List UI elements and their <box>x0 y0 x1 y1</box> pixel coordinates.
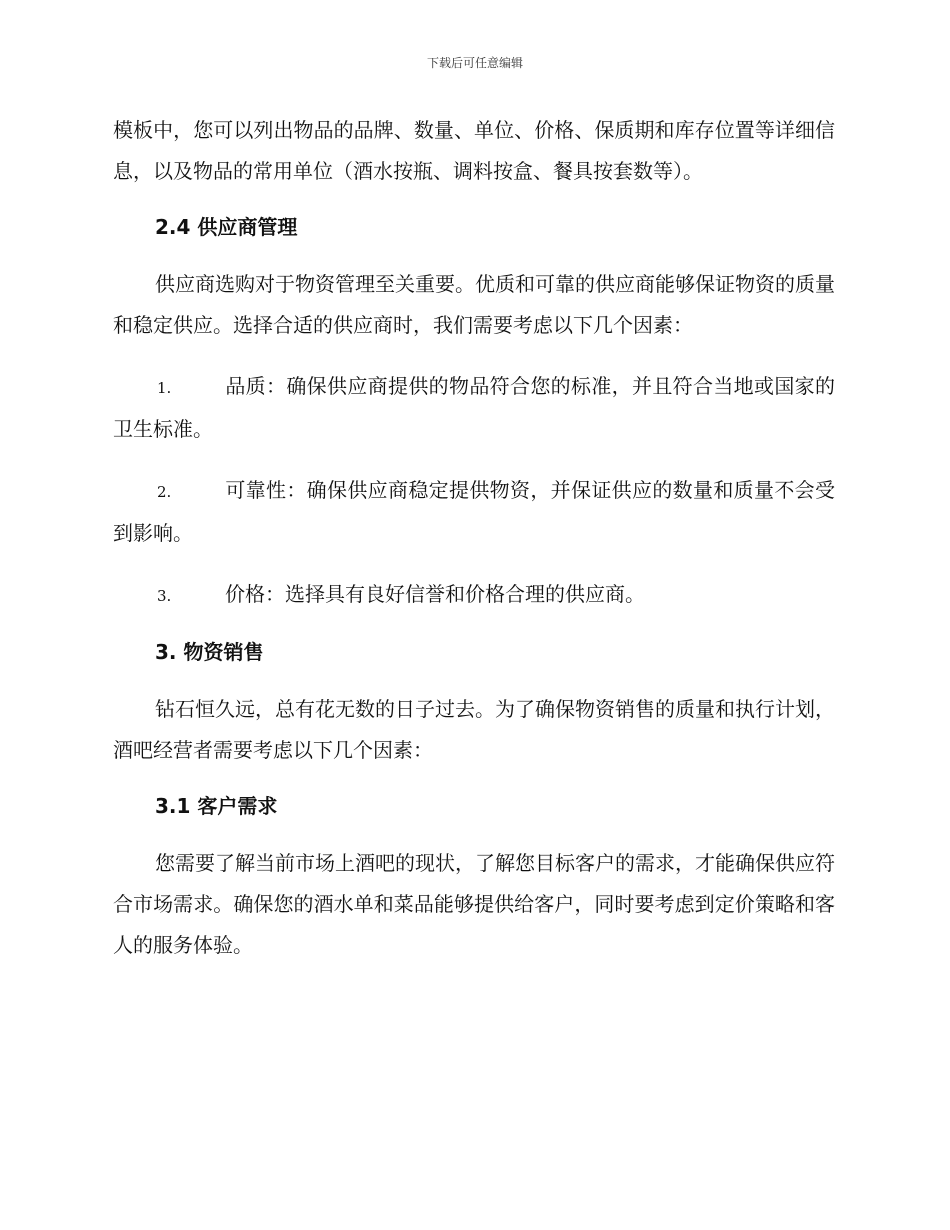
paragraph-supplier-intro: 供应商选购对于物资管理至关重要。优质和可靠的供应商能够保证物资的质量和稳定供应。选择合适的供应商时，我们需要考虑以下几个因素： <box>113 272 835 337</box>
list-item <box>113 470 835 554</box>
paragraph-sales-intro: 钻石恒久远，总有花无数的日子过去。为了确保物资销售的质量和执行计划，酒吧经营者需要考虑以下几个因素： <box>113 697 835 762</box>
list-text: 价格：选择具有良好信誉和价格合理的供应商。 <box>225 582 645 606</box>
document-body <box>113 110 835 986</box>
page-header: 下载后可任意编辑 <box>426 56 523 70</box>
paragraph-customer-needs: 您需要了解当前市场上酒吧的现状，了解您目标客户的需求，才能确保供应符合市场需求。确保您的酒水单和菜品能够提供给客户，同时要考虑到定价策略和客人的服务体验。 <box>113 851 835 957</box>
heading-3-1: 3.1 客户需求 <box>155 794 278 818</box>
list-item <box>113 574 835 617</box>
list-number: 2. <box>157 483 172 501</box>
heading-3: 3. 物资销售 <box>155 640 264 664</box>
list-number: 3. <box>157 587 172 605</box>
list-text: 可靠性：确保供应商稳定提供物资，并保证供应的数量和质量不会受到影响。 <box>113 478 835 545</box>
paragraph-inventory-template: 模板中，您可以列出物品的品牌、数量、单位、价格、保质期和库存位置等详细信息，以及物品的常用单位（酒水按瓶、调料按盒、餐具按套数等）。 <box>113 118 835 183</box>
list-number: 1. <box>157 379 172 397</box>
list-text: 品质：确保供应商提供的物品符合您的标准，并且符合当地或国家的卫生标准。 <box>113 374 835 441</box>
heading-2-4: 2.4 供应商管理 <box>155 215 298 239</box>
list-item <box>113 366 835 450</box>
